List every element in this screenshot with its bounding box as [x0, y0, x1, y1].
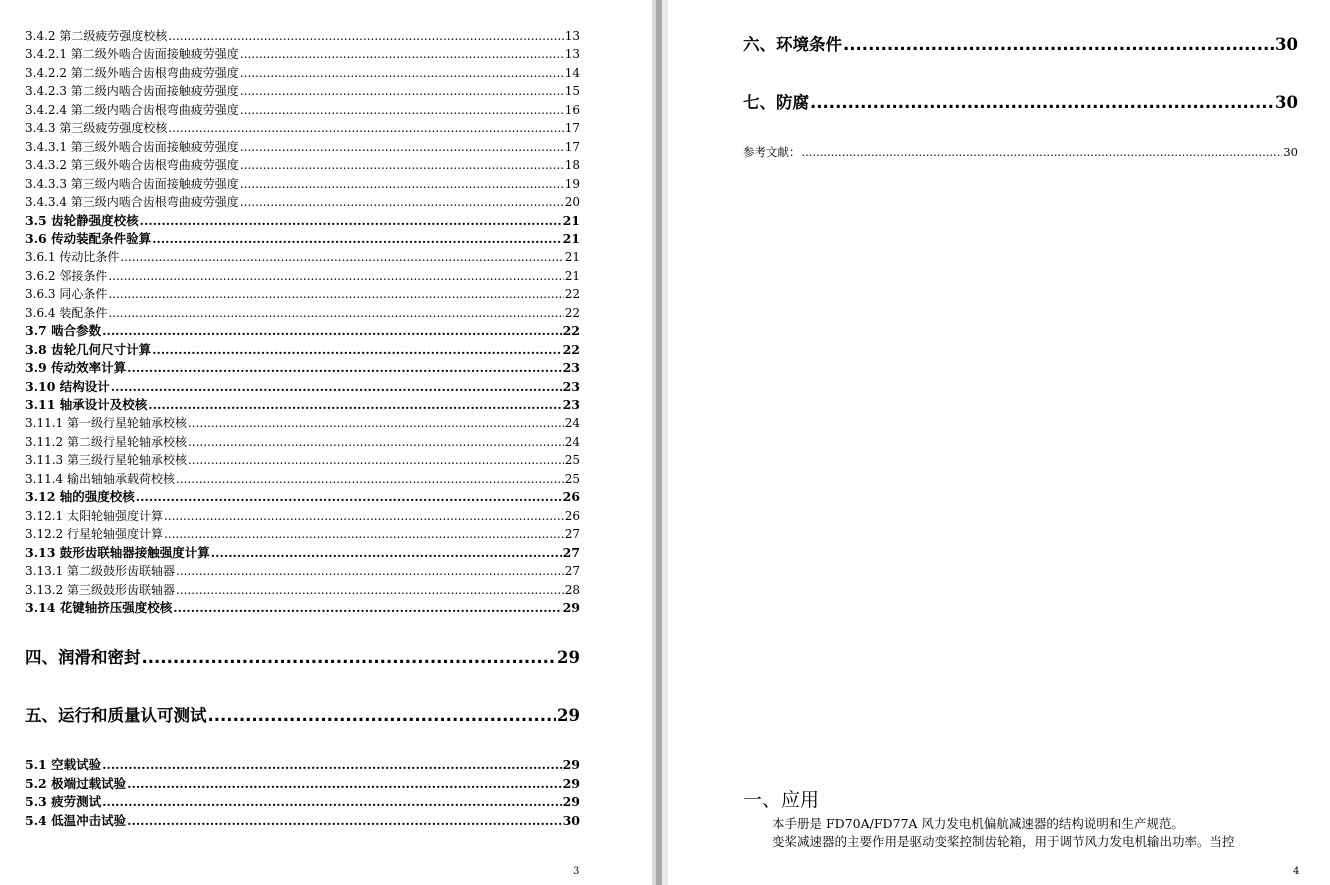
toc-leader-dots — [810, 92, 1274, 114]
toc-entry[interactable] — [25, 470, 580, 488]
toc-entry[interactable] — [25, 27, 580, 45]
left-page — [0, 0, 652, 885]
toc-leader-dots — [176, 562, 564, 580]
toc-leader-dots — [188, 414, 564, 432]
page-gutter — [652, 0, 668, 885]
toc-entry-title: 3.9 传动效率计算 — [25, 360, 127, 376]
body-paragraph-line: 本手册是 FD70A/FD77A 风力发电机偏航减速器的结构说明和生产规范。 — [772, 816, 1184, 831]
toc-leader-dots — [188, 433, 564, 451]
section-heading: 一、应用 — [743, 789, 820, 811]
toc-leader-dots — [127, 359, 561, 377]
toc-entry-title: 3.4.2.1 第二级外啮合齿面接触疲劳强度 — [25, 47, 239, 62]
toc-entry-page: 25 — [564, 471, 580, 486]
toc-entry-title: 3.12 轴的强度校核 — [25, 489, 135, 505]
toc-entry-page: 25 — [564, 453, 580, 468]
toc-entry-title: 3.4.3 第三级疲劳强度校核 — [25, 121, 168, 136]
toc-entry-page: 21 — [562, 230, 580, 246]
toc-references[interactable] — [743, 144, 1298, 160]
toc-leader-dots — [142, 647, 557, 669]
toc-leader-dots — [108, 285, 563, 303]
toc-entry-title: 3.4.2.4 第二级内啮合齿根弯曲疲劳强度 — [25, 102, 239, 117]
toc-entry-page: 27 — [564, 564, 580, 579]
toc-entry[interactable] — [25, 599, 580, 617]
toc-entry-title: 3.10 结构设计 — [25, 378, 110, 394]
toc-entry-title: 3.4.3.4 第三级内啮合齿根弯曲疲劳强度 — [25, 195, 239, 210]
toc-entry[interactable] — [25, 304, 580, 322]
toc-leader-dots — [240, 138, 564, 156]
toc-entry-title: 3.11.1 第一级行星轮轴承校核 — [25, 416, 187, 431]
toc-leader-dots — [240, 101, 564, 119]
toc-entry-title: 3.4.2 第二级疲劳强度校核 — [25, 29, 168, 43]
toc-entry-page: 29 — [562, 775, 580, 791]
toc-entry[interactable] — [25, 82, 580, 100]
toc-entry-title: 3.12.2 行星轮轴强度计算 — [25, 527, 163, 542]
toc-entry-page: 22 — [564, 305, 580, 320]
toc-entry-title: 5.4 低温冲击试验 — [25, 812, 127, 828]
toc-entry-title: 3.8 齿轮几何尺寸计算 — [25, 341, 152, 357]
toc-leader-dots — [211, 544, 562, 562]
toc-leader-dots — [120, 248, 563, 266]
toc-entry-title: 3.4.3.3 第三级内啮合齿面接触疲劳强度 — [25, 176, 239, 191]
toc-leader-dots — [127, 812, 561, 830]
toc-entry-title: 3.4.3.1 第三级外啮合齿面接触疲劳强度 — [25, 139, 239, 154]
right-page — [668, 0, 1330, 885]
toc-entry[interactable] — [25, 562, 580, 580]
toc-leader-dots — [173, 599, 561, 617]
toc-leader-dots — [168, 27, 563, 45]
toc-entry[interactable] — [25, 793, 580, 811]
toc-entry[interactable] — [25, 756, 580, 774]
toc-leader-dots — [843, 34, 1274, 56]
toc-entry-page: 24 — [564, 416, 580, 431]
toc-entry[interactable] — [25, 544, 580, 562]
toc-entry[interactable] — [25, 230, 580, 248]
toc-entry[interactable] — [25, 378, 580, 396]
toc-entry[interactable] — [25, 488, 580, 506]
toc-entry-title: 5.2 极端过载试验 — [25, 775, 127, 791]
toc-entry[interactable] — [25, 267, 580, 285]
toc-entry-page: 18 — [564, 158, 580, 173]
toc-leader-dots — [102, 793, 561, 811]
toc-entry[interactable] — [25, 341, 580, 359]
toc-entry-title: 参考文献： — [743, 145, 801, 159]
toc-entry-title: 3.5 齿轮静强度校核 — [25, 212, 139, 228]
toc-leader-dots — [164, 525, 564, 543]
toc-leader-dots — [140, 212, 562, 230]
toc-entry[interactable] — [25, 156, 580, 174]
toc-entry-page: 22 — [564, 287, 580, 302]
toc-entry[interactable] — [25, 396, 580, 414]
toc-leader-dots — [176, 581, 564, 599]
toc-entry-page: 28 — [564, 582, 580, 597]
page-number: 3 — [573, 866, 580, 877]
toc-entry-title: 五、运行和质量认可测试 — [25, 706, 207, 725]
toc-entry-title: 3.11.3 第三级行星轮轴承校核 — [25, 453, 187, 468]
toc-entry-page: 29 — [562, 794, 580, 809]
toc-entry[interactable] — [25, 45, 580, 63]
toc-leader-dots — [802, 144, 1283, 160]
page-number: 4 — [1293, 866, 1300, 877]
toc-entry[interactable] — [25, 101, 580, 119]
toc-entry-page: 30 — [1283, 145, 1298, 159]
toc-entry-page: 21 — [564, 250, 580, 265]
toc-leader-dots — [240, 64, 564, 82]
toc-entry-title: 3.12.1 太阳轮轴强度计算 — [25, 508, 163, 523]
toc-leader-dots — [148, 396, 561, 414]
toc-entry-page: 20 — [564, 195, 580, 210]
toc-leader-dots — [108, 267, 563, 285]
toc-entry-page: 29 — [562, 757, 580, 772]
toc-leader-dots — [176, 470, 564, 488]
toc-entry-page: 23 — [562, 360, 580, 376]
toc-entry-page: 21 — [562, 212, 580, 228]
toc-entry-title: 3.6.2 邻接条件 — [25, 268, 108, 283]
toc-entry-title: 七、防腐 — [743, 93, 809, 112]
toc-chapter-5[interactable] — [25, 705, 580, 727]
toc-entry[interactable] — [25, 507, 580, 525]
toc-leader-dots — [111, 378, 562, 396]
toc-leader-dots — [240, 156, 564, 174]
toc-entry-title: 3.11 轴承设计及校核 — [25, 397, 148, 412]
toc-leader-dots — [152, 341, 561, 359]
toc-leader-dots — [240, 175, 564, 193]
toc-chapter-4[interactable] — [25, 647, 580, 669]
toc-entry-page: 29 — [562, 599, 580, 615]
toc-entry[interactable] — [25, 433, 580, 451]
toc-leader-dots — [127, 775, 561, 793]
toc-entry-title: 3.6 传动装配条件验算 — [25, 230, 152, 246]
toc-entry[interactable] — [25, 359, 580, 377]
toc-entry[interactable] — [25, 212, 580, 230]
toc-entry-page: 29 — [557, 648, 580, 667]
toc-entry-title: 3.6.1 传动比条件 — [25, 250, 120, 265]
toc-leader-dots — [152, 230, 561, 248]
toc-leader-dots — [240, 82, 564, 100]
toc-leader-dots — [240, 193, 564, 211]
toc-entry[interactable] — [25, 138, 580, 156]
toc-entry-page: 15 — [564, 84, 580, 99]
toc-entry-page: 16 — [564, 102, 580, 117]
toc-entry-page: 30 — [1275, 35, 1298, 54]
toc-entry-title: 3.14 花键轴挤压强度校核 — [25, 599, 173, 615]
body-paragraph-line: 变桨减速器的主要作用是驱动变桨控制齿轮箱，用于调节风力发电机输出功率。当控 — [772, 834, 1235, 849]
toc-entry-page: 26 — [562, 489, 580, 505]
toc-entry-title: 3.13.2 第三级鼓形齿联轴器 — [25, 582, 175, 597]
toc-entry[interactable] — [25, 451, 580, 469]
toc-entry-page: 22 — [562, 323, 580, 339]
toc-entry-page: 17 — [564, 121, 580, 136]
toc-leader-dots — [240, 45, 564, 63]
toc-entry-page: 17 — [564, 139, 580, 154]
toc-entry-title: 3.13 鼓形齿联轴器接触强度计算 — [25, 544, 210, 560]
toc-leader-dots — [164, 507, 564, 525]
toc-entry[interactable] — [25, 193, 580, 211]
toc-chapter-6[interactable] — [743, 34, 1298, 56]
toc-entry[interactable] — [25, 64, 580, 82]
toc-entry[interactable] — [25, 525, 580, 543]
toc-entry-page: 29 — [557, 706, 580, 725]
toc-entry-page: 13 — [564, 29, 580, 43]
toc-entry-page: 30 — [1275, 93, 1298, 112]
toc-entry-page: 23 — [562, 397, 580, 412]
toc-entry-page: 27 — [564, 527, 580, 542]
toc-entry-page: 27 — [562, 544, 580, 560]
toc-entry[interactable] — [25, 581, 580, 599]
toc-entry[interactable] — [25, 322, 580, 340]
toc-leader-dots — [108, 304, 563, 322]
toc-leader-dots — [102, 756, 561, 774]
toc-leader-dots — [188, 451, 564, 469]
toc-leader-dots — [102, 322, 561, 340]
toc-entry-page: 19 — [564, 176, 580, 191]
toc-entry-title: 3.4.2.2 第二级外啮合齿根弯曲疲劳强度 — [25, 65, 239, 80]
toc-entry-title: 四、润滑和密封 — [25, 648, 141, 667]
toc-entry-title: 3.11.4 输出轴轴承载荷校核 — [25, 471, 175, 486]
toc-entry-title: 3.4.3.2 第三级外啮合齿根弯曲疲劳强度 — [25, 158, 239, 173]
toc-entry-title: 5.3 疲劳测试 — [25, 794, 102, 809]
toc-entry-title: 3.11.2 第二级行星轮轴承校核 — [25, 434, 187, 449]
toc-entry[interactable] — [25, 285, 580, 303]
toc-entry-title: 3.4.2.3 第二级内啮合齿面接触疲劳强度 — [25, 84, 239, 99]
toc-entry-title: 3.6.3 同心条件 — [25, 287, 108, 302]
toc-entry-page: 23 — [562, 378, 580, 394]
toc-entry-page: 13 — [564, 47, 580, 62]
toc-entry-title: 5.1 空载试验 — [25, 757, 102, 772]
toc-entry-page: 22 — [562, 341, 580, 357]
toc-leader-dots — [208, 705, 557, 727]
toc-entry-page: 26 — [564, 508, 580, 523]
toc-leader-dots — [168, 119, 563, 137]
toc-entry-page: 24 — [564, 434, 580, 449]
toc-entry-page: 14 — [564, 65, 580, 80]
toc-entry[interactable] — [25, 119, 580, 137]
toc-chapter-7[interactable] — [743, 92, 1298, 114]
toc-entry-title: 3.7 啮合参数 — [25, 323, 102, 339]
toc-entry-title: 3.6.4 装配条件 — [25, 305, 108, 320]
toc-entry[interactable] — [25, 812, 580, 830]
toc-entry-page: 30 — [562, 812, 580, 828]
toc-entry-title: 六、环境条件 — [743, 35, 842, 54]
toc-leader-dots — [136, 488, 562, 506]
toc-entry[interactable] — [25, 775, 580, 793]
toc-entry-page: 21 — [564, 268, 580, 283]
toc-entry[interactable] — [25, 175, 580, 193]
toc-entry[interactable] — [25, 248, 580, 266]
toc-entry-title: 3.13.1 第二级鼓形齿联轴器 — [25, 564, 175, 579]
toc-entry[interactable] — [25, 414, 580, 432]
